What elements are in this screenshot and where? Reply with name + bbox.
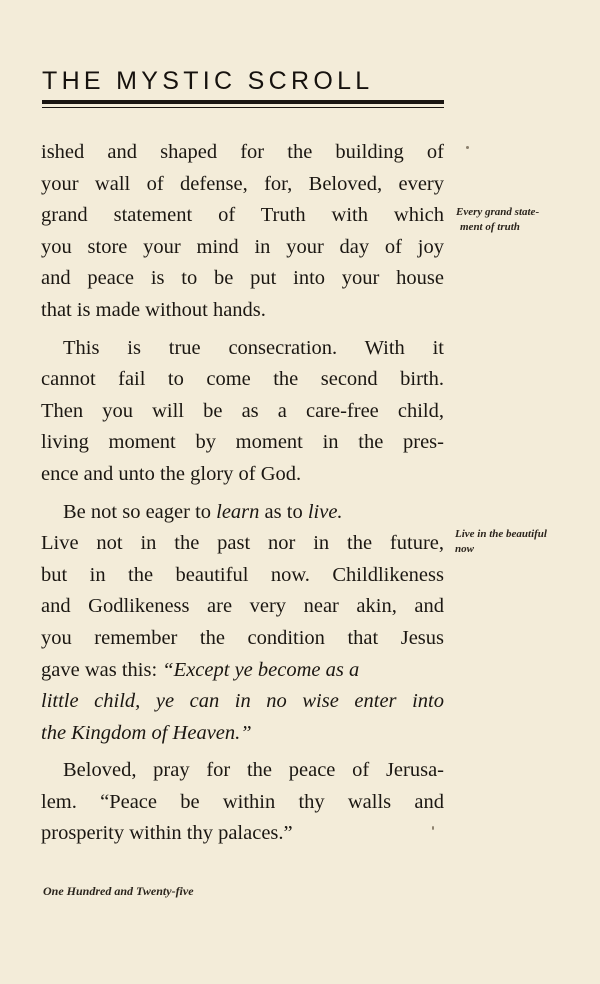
text-line: you store your mind in your day of joy [41,235,444,258]
text-line [41,718,444,750]
text-run: Be not so eager to [63,500,217,523]
text-line: Beloved, pray for the peace of Jerusa- [63,759,444,782]
text-line: but in the beautiful now. Childlikeness [41,563,444,586]
text-line [41,497,444,529]
text-line: ence and unto the glory of God. [41,462,302,485]
quote-italic: “Except ye become as a [162,658,360,681]
margin-note-line: ment of truth [460,221,520,233]
text-line: and Godlikeness are very near akin, and [41,595,444,618]
text-line: ished and shaped for the building of [41,141,444,163]
header-rule-thin [42,107,444,108]
text-line: grand statement of Truth with which [41,204,444,227]
text-run: as to [259,500,308,523]
margin-note-line: now [455,543,474,555]
body-text [41,137,444,850]
running-header: THE MYSTIC SCROLL [42,67,374,95]
header-rule-thick [42,100,444,104]
text-line: Live not in the past nor in the future, [41,532,444,555]
text-line [41,686,444,718]
text-line: living moment by moment in the pres- [41,431,444,454]
margin-note-beautiful-now [455,527,547,557]
page-number-footer: One Hundred and Twenty-five [43,884,194,898]
margin-note-line: Every grand state- [456,206,540,218]
text-line: you remember the condition that Jesus [41,626,444,649]
margin-note-line: Live in the beautiful [455,528,547,540]
text-line [41,655,444,687]
quote-italic: the Kingdom of Heaven.” [41,721,252,744]
text-line: your wall of defense, for, Beloved, every [41,172,444,195]
text-line: prosperity within thy palaces.” [41,822,293,845]
margin-note-grand-statement [456,205,539,235]
text-line: and peace is to be put into your house [41,267,444,290]
text-line: Then you will be as a care-free child, [41,399,444,422]
text-line: cannot fail to come the second birth. [41,368,444,391]
text-run: gave was this: [41,658,163,681]
text-line: lem. “Peace be within thy walls and [41,790,444,813]
emphasis-learn: learn [216,500,260,523]
paper-speck [466,146,469,149]
text-line: that is made without hands. [41,298,266,321]
quote-italic: little child, ye can in no wise enter into [41,690,444,713]
paper-speck [432,826,434,830]
text-line: This is true consecration. With it [63,336,444,359]
emphasis-live: live. [307,500,343,523]
